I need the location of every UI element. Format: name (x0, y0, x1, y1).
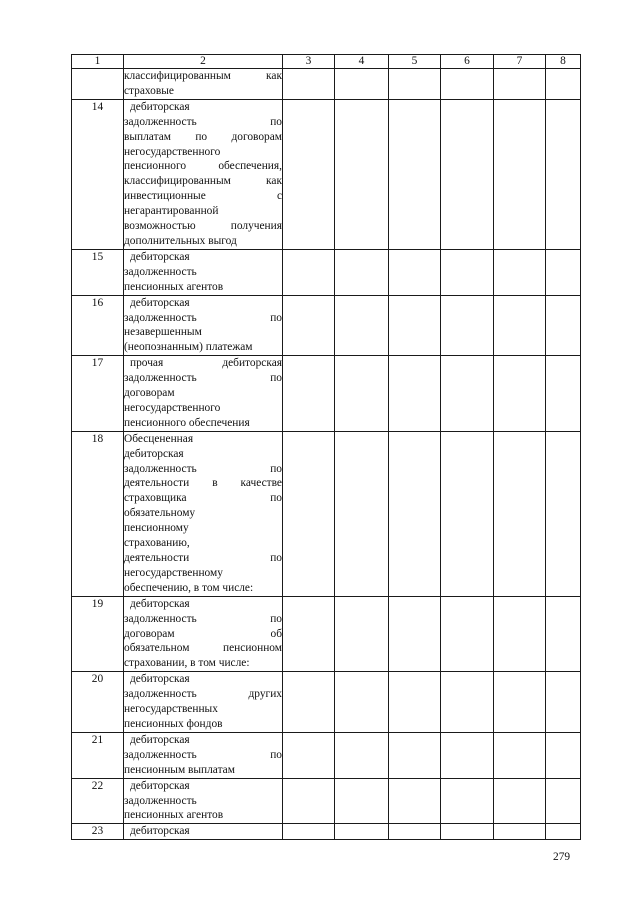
description-line: дебиторская (130, 250, 190, 263)
description-word: пенсионном (223, 642, 282, 655)
row-description (124, 249, 283, 295)
value-cell-col-3 (283, 295, 335, 356)
description-word: классифицированным (124, 70, 231, 82)
value-cell-col-5 (389, 672, 441, 733)
table-row (72, 249, 581, 295)
description-word: выплатам (124, 130, 171, 143)
value-cell-col-8 (546, 295, 581, 356)
table-row (72, 596, 581, 672)
row-number: 19 (72, 596, 124, 672)
column-header-6: 6 (441, 55, 494, 69)
description-line (124, 311, 282, 326)
value-cell-col-5 (389, 596, 441, 672)
description-word: задолженность (124, 372, 197, 385)
column-header-2: 2 (124, 55, 283, 69)
description-word: с (276, 190, 282, 203)
description-line: пенсионному (124, 522, 189, 535)
value-cell-col-6 (441, 732, 494, 778)
value-cell-col-7 (494, 824, 546, 840)
description-word: задолженность (124, 688, 197, 701)
table-row (72, 295, 581, 356)
table-row (72, 99, 581, 249)
description-word: инвестиционные (124, 190, 206, 203)
value-cell-col-6 (441, 249, 494, 295)
description-word: страховщика (124, 492, 187, 505)
description-word: по (270, 552, 282, 564)
description-word: задолженность (124, 462, 197, 475)
description-word: получения (230, 220, 282, 233)
value-cell-col-7 (494, 596, 546, 672)
value-cell-col-4 (335, 732, 389, 778)
description-word: по (270, 612, 282, 625)
description-word: договорам (124, 627, 175, 640)
value-cell-col-5 (389, 99, 441, 249)
row-number (72, 69, 124, 100)
description-word: классифицированным (124, 175, 231, 188)
value-cell-col-4 (335, 778, 389, 824)
description-line: негарантированной (124, 205, 219, 218)
value-cell-col-7 (494, 672, 546, 733)
value-cell-col-7 (494, 69, 546, 100)
value-cell-col-3 (283, 732, 335, 778)
value-cell-col-4 (335, 69, 389, 100)
value-cell-col-6 (441, 596, 494, 672)
value-cell-col-5 (389, 431, 441, 596)
table-body (72, 69, 581, 840)
value-cell-col-7 (494, 778, 546, 824)
value-cell-col-4 (335, 295, 389, 356)
description-line: страховые (124, 84, 174, 97)
table-row (72, 672, 581, 733)
description-word: как (266, 70, 282, 82)
value-cell-col-6 (441, 356, 494, 432)
description-word: обязательном (124, 642, 190, 655)
column-header-8: 8 (546, 55, 581, 69)
table-row (72, 824, 581, 840)
table-row (72, 732, 581, 778)
row-description (124, 732, 283, 778)
value-cell-col-6 (441, 778, 494, 824)
description-line: негосударственного (124, 401, 221, 414)
description-word: других (248, 688, 282, 701)
value-cell-col-8 (546, 249, 581, 295)
row-number: 23 (72, 824, 124, 840)
description-word: по (270, 115, 282, 128)
description-line (124, 687, 282, 702)
column-header-1: 1 (72, 55, 124, 69)
row-number: 15 (72, 249, 124, 295)
description-word: по (270, 492, 282, 505)
row-description (124, 356, 283, 432)
value-cell-col-3 (283, 778, 335, 824)
description-line (124, 476, 282, 491)
description-line: обязательному (124, 507, 196, 520)
description-line (124, 491, 282, 506)
row-number: 20 (72, 672, 124, 733)
table-row (72, 69, 581, 100)
description-word: договорам (231, 130, 282, 143)
value-cell-col-5 (389, 356, 441, 432)
row-number: 21 (72, 732, 124, 778)
row-description (124, 99, 283, 249)
value-cell-col-6 (441, 295, 494, 356)
value-cell-col-7 (494, 356, 546, 432)
value-cell-col-4 (335, 596, 389, 672)
description-line: дебиторская (130, 779, 190, 792)
value-cell-col-3 (283, 356, 335, 432)
value-cell-col-6 (441, 69, 494, 100)
value-cell-col-3 (283, 249, 335, 295)
report-table (71, 54, 581, 840)
value-cell-col-3 (283, 69, 335, 100)
value-cell-col-4 (335, 431, 389, 596)
description-line: задолженность (124, 794, 197, 807)
row-description (124, 596, 283, 672)
description-line: пенсионных агентов (124, 280, 224, 293)
description-word: в (212, 477, 218, 490)
value-cell-col-3 (283, 431, 335, 596)
table-row (72, 431, 581, 596)
row-number: 18 (72, 431, 124, 596)
description-line: дебиторская (130, 673, 190, 686)
description-line: договорам (124, 387, 175, 400)
description-word: деятельности (124, 552, 190, 564)
value-cell-col-4 (335, 672, 389, 733)
column-header-7: 7 (494, 55, 546, 69)
value-cell-col-8 (546, 824, 581, 840)
description-line: страховании, в том числе: (124, 657, 250, 670)
description-line: страхованию, (124, 537, 190, 550)
description-line: дебиторская (130, 825, 190, 838)
description-word: по (270, 748, 282, 761)
value-cell-col-6 (441, 672, 494, 733)
column-header-3: 3 (283, 55, 335, 69)
value-cell-col-4 (335, 356, 389, 432)
value-cell-col-3 (283, 824, 335, 840)
description-word: возможностью (124, 220, 196, 233)
description-line: пенсионного обеспечения (124, 416, 250, 429)
value-cell-col-8 (546, 778, 581, 824)
description-word: об (270, 627, 282, 640)
value-cell-col-7 (494, 295, 546, 356)
description-word: как (266, 175, 282, 188)
column-header-5: 5 (389, 55, 441, 69)
value-cell-col-8 (546, 672, 581, 733)
description-line (124, 641, 282, 656)
page-number: 279 (553, 851, 571, 863)
description-word: деятельности (124, 477, 190, 490)
value-cell-col-6 (441, 99, 494, 249)
description-line: дебиторская (130, 100, 190, 113)
value-cell-col-4 (335, 99, 389, 249)
description-word: по (270, 311, 282, 324)
description-word: задолженность (124, 311, 197, 324)
description-line: дебиторская (130, 296, 190, 309)
value-cell-col-3 (283, 99, 335, 249)
description-line (124, 462, 282, 477)
value-cell-col-5 (389, 824, 441, 840)
row-number: 16 (72, 295, 124, 356)
value-cell-col-8 (546, 99, 581, 249)
description-line (124, 189, 282, 204)
description-line: обеспечению, в том числе: (124, 581, 254, 594)
description-line (124, 356, 282, 371)
row-description (124, 824, 283, 840)
value-cell-col-5 (389, 778, 441, 824)
description-line: дебиторская (130, 597, 190, 610)
description-line (124, 748, 282, 763)
table-row (72, 778, 581, 824)
description-line (124, 130, 282, 145)
description-line: негосударственному (124, 566, 223, 579)
row-description (124, 295, 283, 356)
description-word: по (270, 462, 282, 475)
description-word: дебиторская (222, 357, 282, 370)
column-header-4: 4 (335, 55, 389, 69)
value-cell-col-5 (389, 249, 441, 295)
description-line (124, 174, 282, 189)
value-cell-col-3 (283, 596, 335, 672)
value-cell-col-8 (546, 431, 581, 596)
description-line (124, 551, 282, 566)
description-line: задолженность (124, 265, 197, 278)
table-row (72, 356, 581, 432)
description-word: по (270, 372, 282, 385)
description-line: дополнительных выгод (124, 234, 237, 247)
header-row (72, 55, 581, 69)
value-cell-col-5 (389, 69, 441, 100)
value-cell-col-7 (494, 732, 546, 778)
description-line (124, 627, 282, 642)
description-line: дебиторская (124, 447, 184, 460)
description-line: дебиторская (130, 733, 190, 746)
row-number: 22 (72, 778, 124, 824)
description-line: незавершенным (124, 326, 202, 339)
description-line: (неопознанным) платежам (124, 341, 253, 354)
value-cell-col-4 (335, 824, 389, 840)
description-word: обеспечения, (218, 160, 282, 173)
row-description (124, 69, 283, 100)
description-line (124, 159, 282, 174)
description-word: задолженность (124, 115, 197, 128)
value-cell-col-6 (441, 431, 494, 596)
description-word: задолженность (124, 612, 197, 625)
value-cell-col-8 (546, 596, 581, 672)
description-line (124, 219, 282, 234)
value-cell-col-8 (546, 732, 581, 778)
value-cell-col-5 (389, 295, 441, 356)
description-word: по (195, 130, 208, 143)
row-description (124, 672, 283, 733)
description-line: пенсионных агентов (124, 809, 224, 822)
description-word: прочая (130, 357, 164, 370)
description-line (124, 69, 282, 84)
value-cell-col-3 (283, 672, 335, 733)
description-line (124, 371, 282, 386)
description-line: Обесцененная (124, 432, 194, 445)
value-cell-col-8 (546, 356, 581, 432)
description-word: задолженность (124, 748, 197, 761)
description-word: качестве (240, 477, 282, 490)
description-line: негосударственных (124, 703, 218, 716)
value-cell-col-6 (441, 824, 494, 840)
description-line: негосударственного (124, 145, 221, 158)
value-cell-col-7 (494, 249, 546, 295)
row-description (124, 431, 283, 596)
description-line (124, 115, 282, 130)
row-description (124, 778, 283, 824)
row-number: 17 (72, 356, 124, 432)
row-number: 14 (72, 99, 124, 249)
description-line (124, 612, 282, 627)
value-cell-col-7 (494, 431, 546, 596)
description-word: пенсионного (124, 160, 187, 173)
value-cell-col-4 (335, 249, 389, 295)
value-cell-col-7 (494, 99, 546, 249)
description-line: пенсионным выплатам (124, 763, 235, 776)
description-line: пенсионных фондов (124, 717, 223, 730)
value-cell-col-5 (389, 732, 441, 778)
value-cell-col-8 (546, 69, 581, 100)
